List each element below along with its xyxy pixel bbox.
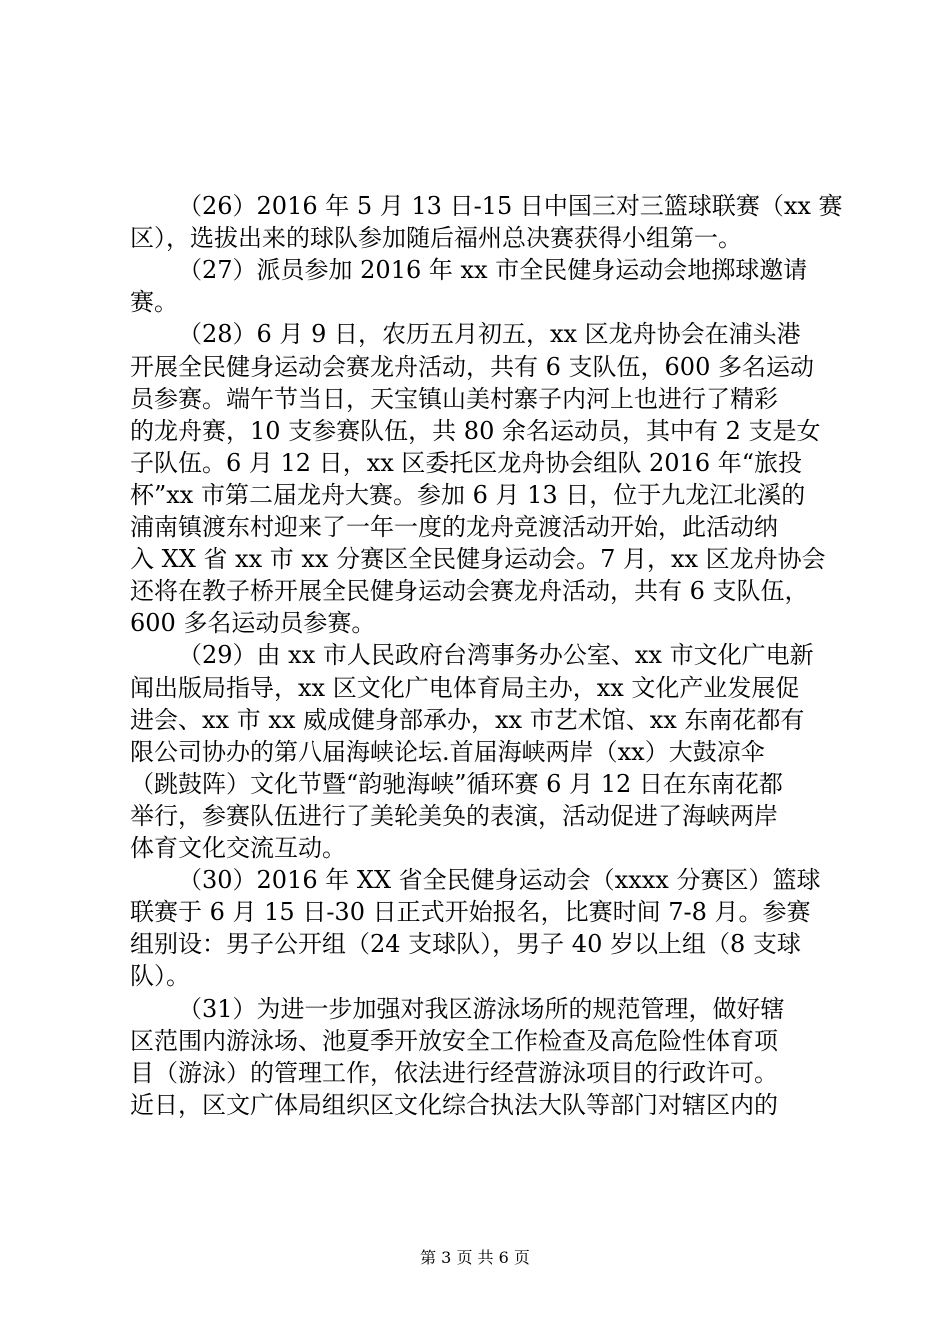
paragraph-line: 举行，参赛队伍进行了美轮美奂的表演，活动促进了海峡两岸 <box>130 802 778 830</box>
paragraph-line: （28）6 月 9 日，农历五月初五，xx 区龙舟协会在浦头港 <box>178 320 801 348</box>
paragraph-line: 的龙舟赛，10 支参赛队伍，共 80 余名运动员，其中有 2 支是女 <box>130 417 821 445</box>
paragraph-line: 队）。 <box>130 962 190 990</box>
paragraph-line: （30）2016 年 XX 省全民健身运动会（xxxx 分赛区）篮球 <box>178 866 821 894</box>
paragraph-line: 联赛于 6 月 15 日-30 日正式开始报名，比赛时间 7-8 月。参赛 <box>130 898 811 926</box>
paragraph-line: （26）2016 年 5 月 13 日-15 日中国三对三篮球联赛（xx 赛 <box>178 192 843 220</box>
paragraph-line: 浦南镇渡东村迎来了一年一度的龙舟竞渡活动开始，此活动纳 <box>130 513 778 541</box>
paragraph-line: 开展全民健身运动会赛龙舟活动，共有 6 支队伍，600 多名运动 <box>130 353 814 381</box>
paragraph-line: 员参赛。端午节当日，天宝镇山美村寨子内河上也进行了精彩 <box>130 385 778 413</box>
paragraph-line: （31）为进一步加强对我区游泳场所的规范管理，做好辖 <box>178 995 785 1023</box>
paragraph-line: 杯”xx 市第二届龙舟大赛。参加 6 月 13 日，位于九龙江北溪的 <box>130 481 806 509</box>
paragraph-line: 进会、xx 市 xx 威成健身部承办，xx 市艺术馆、xx 东南花都有 <box>130 706 805 734</box>
paragraph-line: 体育文化交流互动。 <box>130 834 346 862</box>
paragraph-line: 闻出版局指导，xx 区文化广电体育局主办，xx 文化产业发展促 <box>130 674 800 702</box>
paragraph-line: 近日，区文广体局组织区文化综合执法大队等部门对辖区内的 <box>130 1091 778 1119</box>
paragraph-line: 还将在教子桥开展全民健身运动会赛龙舟活动，共有 6 支队伍， <box>130 577 809 605</box>
paragraph-line: 组别设：男子公开组（24 支球队），男子 40 岁以上组（8 支球 <box>130 930 801 958</box>
paragraph-line: （27）派员参加 2016 年 xx 市全民健身运动会地掷球邀请 <box>178 256 808 284</box>
paragraph-line: 入 XX 省 xx 市 xx 分赛区全民健身运动会。7 月，xx 区龙舟协会 <box>130 545 826 573</box>
paragraph-line: 限公司协办的第八届海峡论坛.首届海峡两岸（xx）大鼓凉伞 <box>130 738 765 766</box>
paragraph-line: 区范围内游泳场、池夏季开放安全工作检查及高危险性体育项 <box>130 1027 778 1055</box>
page-number-footer: 第 3 页 共 6 页 <box>420 1248 530 1267</box>
paragraph-line: 目（游泳）的管理工作，依法进行经营游泳项目的行政许可。 <box>130 1059 778 1087</box>
paragraph-line: （29）由 xx 市人民政府台湾事务办公室、xx 市文化广电新 <box>178 641 814 669</box>
paragraph-line: 子队伍。6 月 12 日，xx 区委托区龙舟协会组队 2016 年“旅投 <box>130 449 802 477</box>
paragraph-line: 区），选拔出来的球队参加随后福州总决赛获得小组第一。 <box>130 224 742 252</box>
paragraph-line: 赛。 <box>130 288 178 316</box>
paragraph-line: 600 多名运动员参赛。 <box>130 609 376 637</box>
paragraph-line: （跳鼓阵）文化节暨“韵驰海峡”循环赛 6 月 12 日在东南花都 <box>130 770 783 798</box>
